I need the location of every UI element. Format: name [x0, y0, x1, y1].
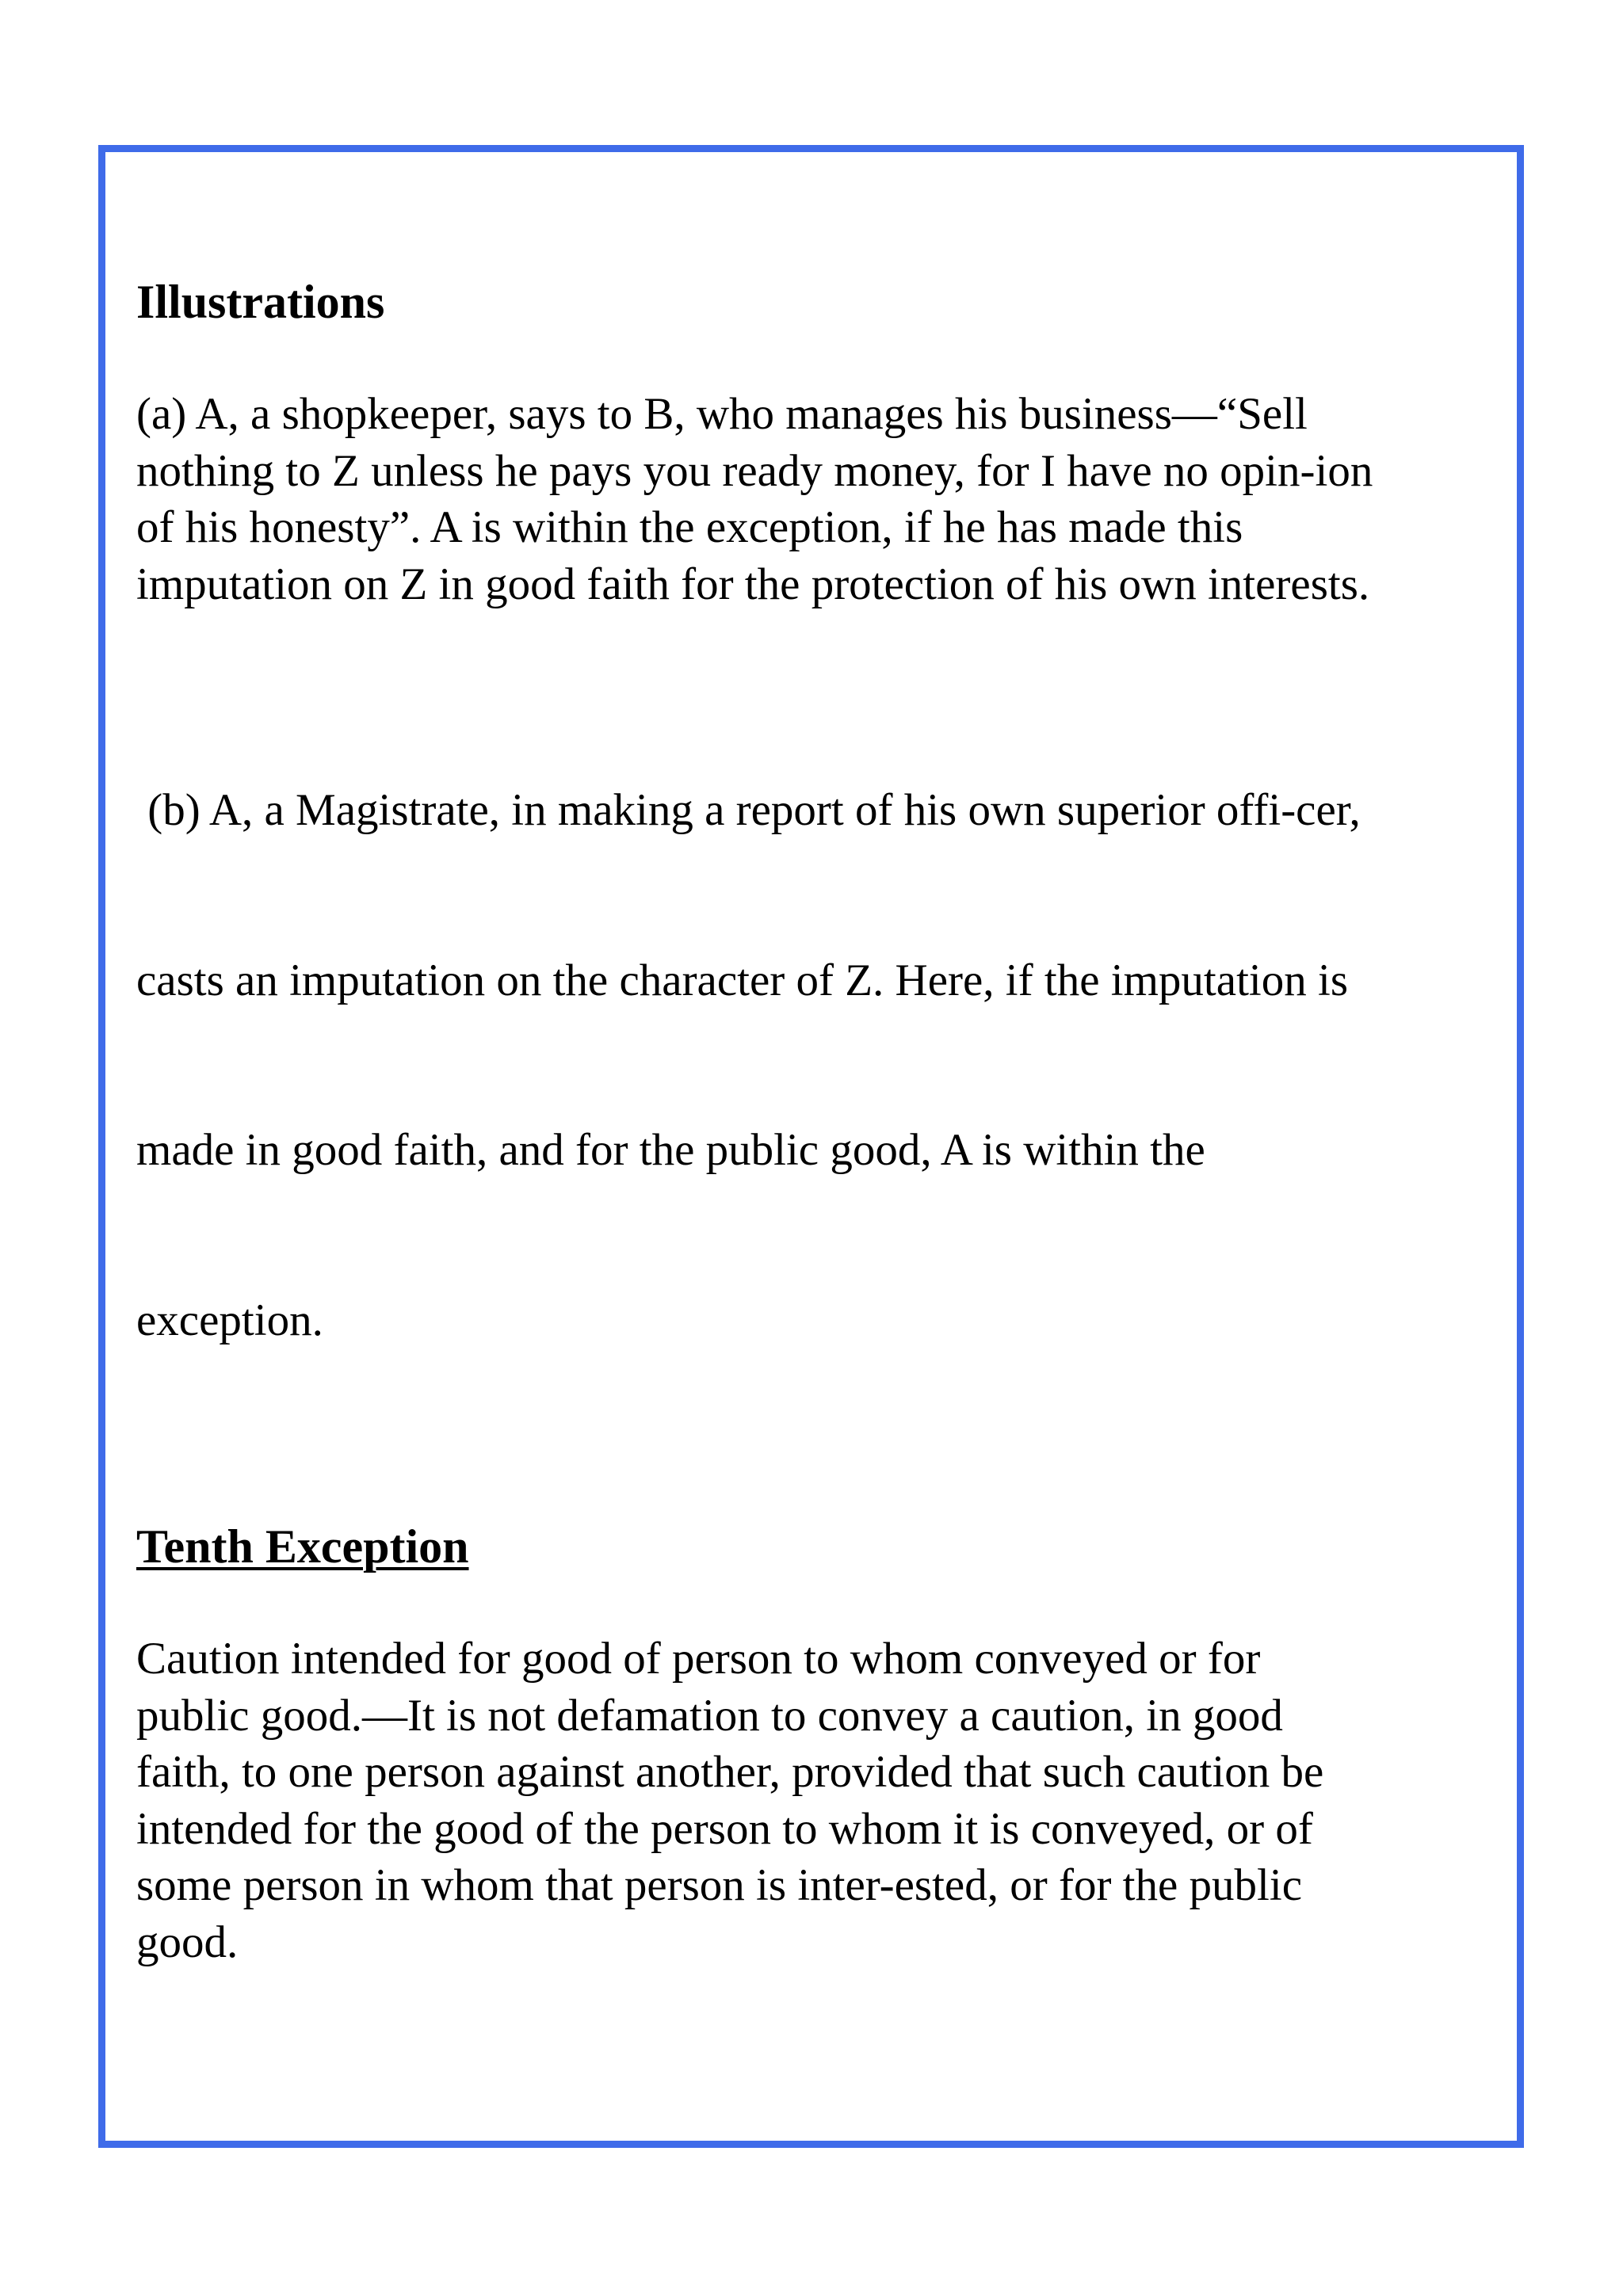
illustration-a-line: of his honesty”. A is within the exception, if he has made this [136, 502, 1243, 552]
illustration-b-paragraph [136, 669, 1499, 1462]
illustrations-heading: Illustrations [136, 276, 385, 328]
illustration-b-line: exception. [136, 1295, 323, 1345]
document-content [136, 273, 1499, 1970]
tenth-exception-heading-text: Tenth Exception [136, 1520, 469, 1573]
illustration-a-paragraph [136, 386, 1499, 612]
tenth-exception-line: some person in whom that person is inter-ested, or for the public [136, 1860, 1303, 1910]
illustration-b-line: made in good faith, and for the public good, A is within the [136, 1125, 1205, 1175]
illustration-a-line: nothing to Z unless he pays you ready money, for I have no opin-ion [136, 445, 1373, 496]
illustration-b-line: (b) A, a Magistrate, in making a report of his own superior offi-cer, [136, 785, 1361, 835]
tenth-exception-line: Caution intended for good of person to whom conveyed or for [136, 1634, 1261, 1684]
tenth-exception-line: good. [136, 1917, 239, 1967]
tenth-exception-line: intended for the good of the person to whom it is conveyed, or of [136, 1803, 1313, 1854]
tenth-exception-paragraph [136, 1630, 1499, 1970]
illustration-a-line: imputation on Z in good faith for the protection of his own interests. [136, 559, 1370, 609]
tenth-exception-heading [136, 1518, 1499, 1575]
illustration-b-line: casts an imputation on the character of Z. Here, if the imputation is [136, 955, 1349, 1005]
illustration-a-line: (a) A, a shopkeeper, says to B, who manages his business—“Sell [136, 389, 1308, 439]
tenth-exception-line: public good.—It is not defamation to convey a caution, in good [136, 1690, 1283, 1741]
tenth-exception-line: faith, to one person against another, provided that such caution be [136, 1747, 1324, 1797]
